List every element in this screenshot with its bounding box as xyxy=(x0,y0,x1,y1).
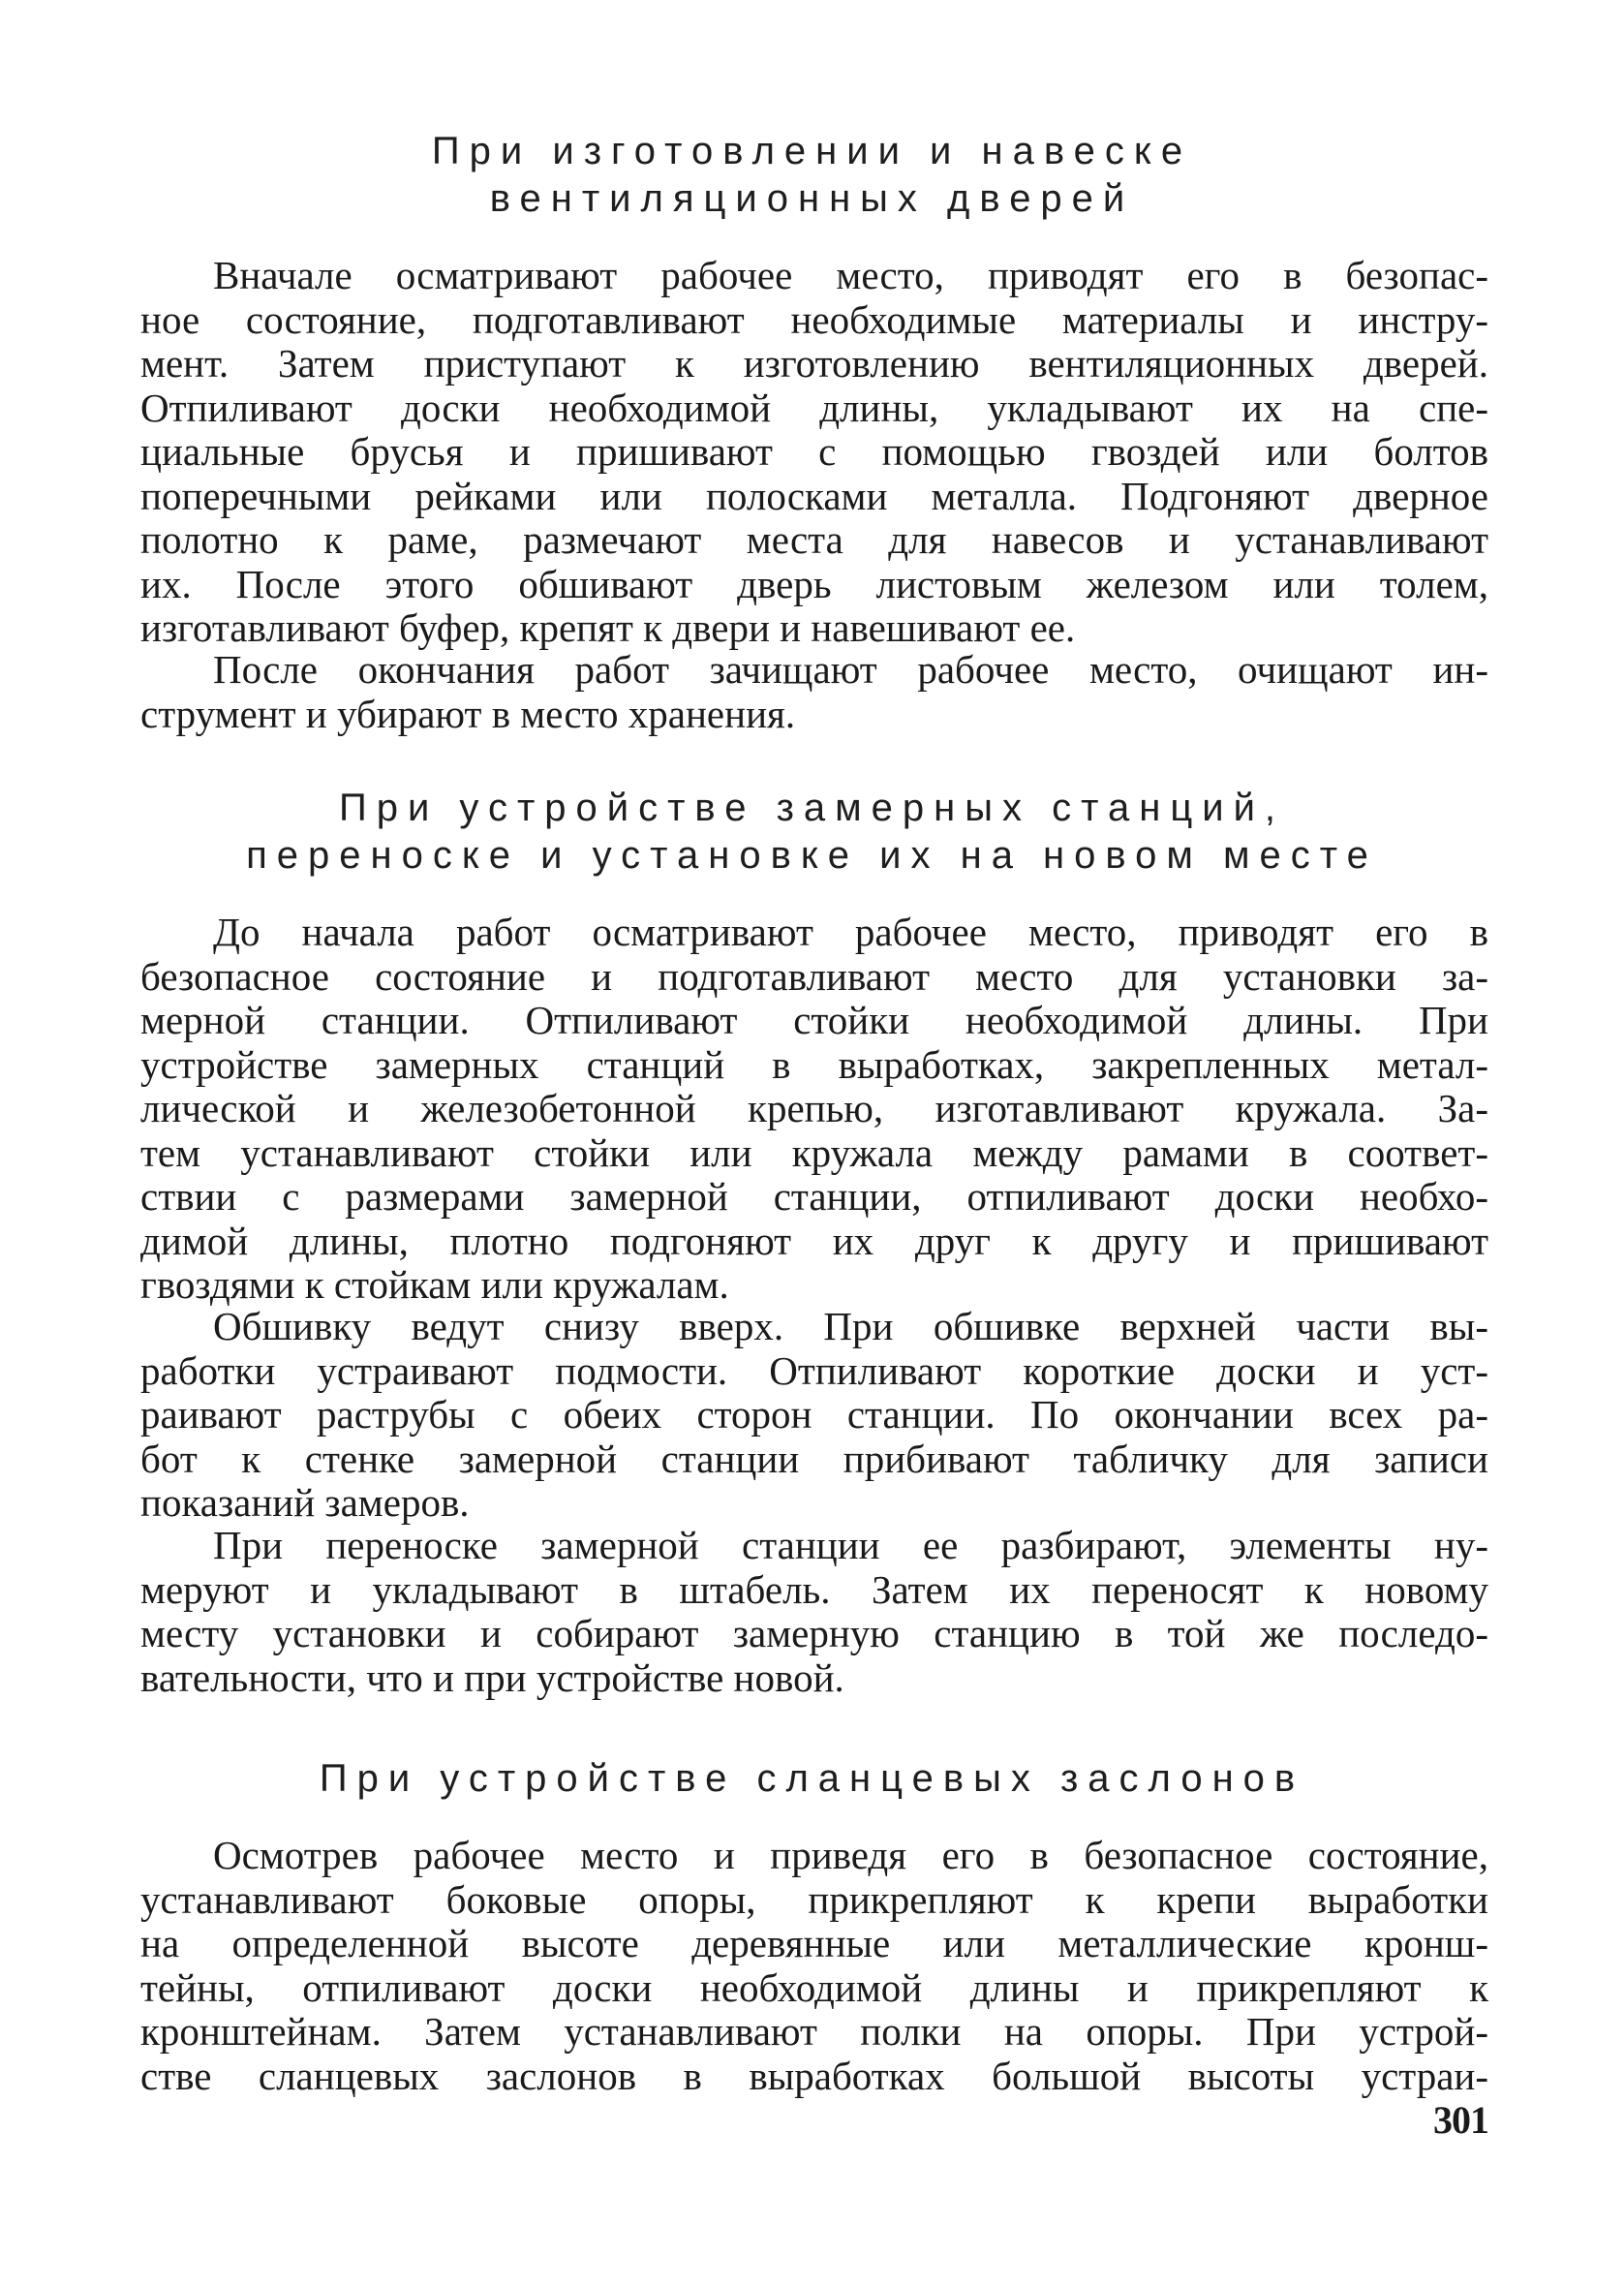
text-line: Осмотрев рабочее место и приведя его в безопасное состояние, xyxy=(213,1833,1488,1877)
text-line: После окончания работ зачищают рабочее место, очищают ин- xyxy=(213,647,1488,692)
heading-line: вентиляционных дверей xyxy=(489,177,1135,220)
heading-line: переноске и установке их на новом месте xyxy=(246,834,1378,877)
page-number: 301 xyxy=(1433,2098,1488,2142)
paragraph xyxy=(140,1305,1488,1526)
heading-line: При устройстве замерных станций, xyxy=(338,787,1286,829)
text-line: Обшивку ведут снизу вверх. При обшивке верхней части вы- xyxy=(213,1304,1488,1348)
heading-line: При устройстве сланцевых заслонов xyxy=(319,1757,1305,1800)
text-line: струмент и убирают в место хранения. xyxy=(140,691,796,736)
section-heading-shale-barriers xyxy=(0,1755,1624,1803)
text-line: устанавливают боковые опоры, прикрепляют к крепи выработки xyxy=(140,1876,1488,1922)
text-line: на определенной высоте деревянные или металлические кронш- xyxy=(140,1921,1488,1965)
paragraph xyxy=(140,648,1488,736)
text-line: изготавливают буфер, крепят к двери и навешивают ее. xyxy=(140,605,1076,650)
text-line: их. После этого обшивают дверь листовым железом или толем, xyxy=(140,561,1488,606)
text-line: стве сланцевых заслонов в выработках большой высоты устраи- xyxy=(140,2053,1488,2098)
heading-line: При изготовлении и навеске xyxy=(431,130,1193,172)
text-line: бот к стенке замерной станции прибивают табличку для записи xyxy=(140,1436,1488,1481)
text-line: меруют и укладывают в штабель. Затем их переносят к новому xyxy=(140,1566,1488,1612)
paragraph xyxy=(140,1524,1488,1700)
text-line: тем устанавливают стойки или кружала между рамами в соответ- xyxy=(140,1129,1488,1175)
text-line: гвоздями к стойкам или кружалам. xyxy=(140,1262,729,1307)
text-line: тейны, отпиливают доски необходимой длины и прикрепляют к xyxy=(140,1964,1488,2010)
text-line: поперечными рейками или полосками металла. Подгоняют дверное xyxy=(140,473,1488,518)
text-line: месту установки и собирают замерную станцию в той же последо- xyxy=(140,1611,1488,1655)
text-line: ное состояние, подготавливают необходимые материалы и инстру- xyxy=(140,296,1488,342)
text-line: циальные брусья и пришивают с помощью гвоздей или болтов xyxy=(140,429,1488,474)
text-line: При переноске замерной станции ее разбирают, элементы ну- xyxy=(213,1523,1488,1567)
text-line: димой длины, плотно подгоняют их друг к другу и пришивают xyxy=(140,1218,1488,1263)
text-line: До начала работ осматривают рабочее место, приводят его в xyxy=(213,910,1488,954)
text-line: ствии с размерами замерной станции, отпиливают доски необхо- xyxy=(140,1174,1488,1219)
text-line: вательности, что и при устройстве новой. xyxy=(140,1654,844,1700)
text-line: мент. Затем приступают к изготовлению вентиляционных дверей. xyxy=(140,341,1488,386)
text-line: показаний замеров. xyxy=(140,1480,470,1525)
text-line: устройстве замерных станций в выработках, закрепленных метал- xyxy=(140,1041,1488,1087)
text-line: кронштейнам. Затем устанавливают полки на опоры. При устрой- xyxy=(140,2009,1488,2054)
text-line: безопасное состояние и подготавливают место для установки за- xyxy=(140,953,1488,999)
section-heading-measuring-stations xyxy=(0,785,1624,880)
section-heading-ventilation-doors xyxy=(0,128,1624,223)
text-line: лической и железобетонной крепью, изготавливают кружала. За- xyxy=(140,1086,1488,1130)
text-line: Отпиливают доски необходимой длины, укладывают их на спе- xyxy=(140,385,1488,430)
text-line: полотно к раме, размечают места для навесов и устанавливают xyxy=(140,517,1488,562)
paragraph xyxy=(140,1834,1488,2098)
paragraph xyxy=(140,911,1488,1308)
text-line: Вначале осматривают рабочее место, приводят его в безопас- xyxy=(213,253,1488,297)
text-line: работки устраивают подмости. Отпиливают короткие доски и уст- xyxy=(140,1347,1488,1393)
paragraph xyxy=(140,254,1488,651)
text-line: раивают раструбы с обеих сторон станции. По окончании всех ра- xyxy=(140,1392,1488,1437)
text-line: мерной станции. Отпиливают стойки необходимой длины. При xyxy=(140,998,1488,1042)
